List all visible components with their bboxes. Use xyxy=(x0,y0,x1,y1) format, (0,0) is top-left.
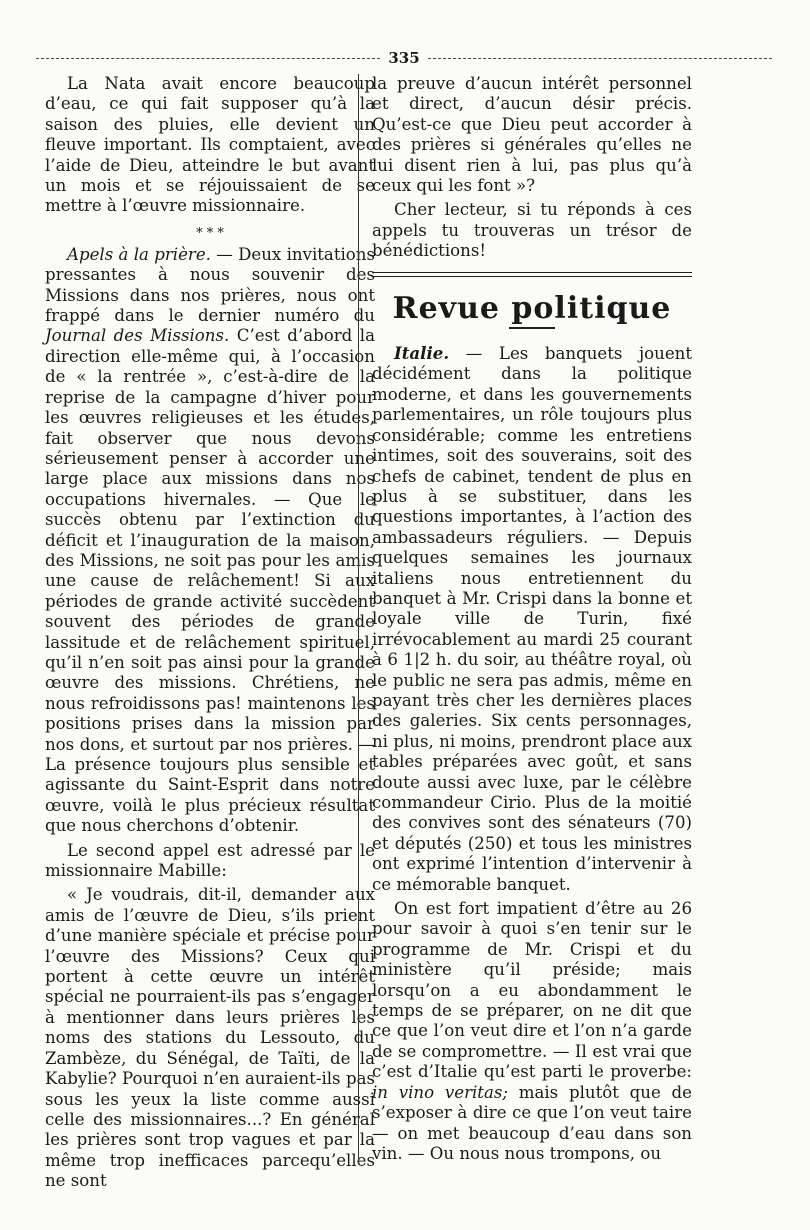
page-header xyxy=(36,48,772,68)
header-rule-left xyxy=(36,58,380,59)
impatient-text-a: On est fort impatient d’être au 26 pour savoir à quoi s’en tenir sur le programme de Mr. Crispi et du ministère qu’il préside; mais lorsqu’on a eu abondamment le temps de se préparer, on ne dit que ce que l’on veut dire et l’on n’a garde de se compromettre. — Il est vrai que c’est d’Italie qu’est parti le proverbe: xyxy=(372,899,692,1082)
paragraph-mabille-quote: « Je voudrais, dit-il, demander aux amis de l’œuvre de Dieu, s’ils prient d’une manière spéciale et précise pour l’œuvre des Missions? Ceux qui portent à cette œuvre un intérêt spécial ne pourraient-ils pas s’engager à mentionner dans leurs prières les noms des stations du Lessouto, du Zambèze, du Sénégal, de Taïti, de la Kabylie? Pourquoi n’en auraient-ils pas sous les yeux la liste comme aussi celle des missionnaires...? En général les prières sont trop vagues et par la même trop inefficaces parcequ’elles ne sont xyxy=(45,885,375,1191)
paragraph-quote-continued: la preuve d’aucun intérêt personnel et direct, d’aucun désir précis. Qu’est-ce que Dieu peut accorder à des prières si générales qu’elles ne lui disent rien à lui, pas plus qu’à ceux qui les font »? xyxy=(372,74,692,196)
paragraph-second-appel: Le second appel est adressé par le missionnaire Mabille: xyxy=(45,840,375,881)
right-column xyxy=(372,74,692,1168)
paragraph-cher-lecteur: Cher lecteur, si tu réponds à ces appels tu trouveras un trésor de bénédictions! xyxy=(372,200,692,261)
paragraph-italie xyxy=(372,343,692,895)
section-title: Revue politique xyxy=(392,290,672,326)
appels-text-b: . C’est d’abord la direction elle-même qui, à l’occasion de « la rentrée », c’est-à-dire de la reprise de la campagne d’hiver pour les œuvres religieuses et les études, fait observer que nous devons sérieusement penser à accorder une large place aux missions dans nos occupations hivernales. — Que le succès obtenu par l’extinction du déficit et l’inauguration de la maison, des Missions, ne soit pas pour les amis une cause de relâchement! Si aux périodes de grande activité succèdent souvent des périodes de grande lassitude et de relâchement spirituel, qu’il n’en soit pas ainsi pour la grande œuvre des missions. Chrétiens, ne nous refroidissons pas! maintenons les positions prises dans la mission par nos dons, et surtout par nos prières. — La présence toujours plus sensible et agissante du Saint-Esprit dans notre œuvre, voilà le plus précieux résultat que nous cherchons d’obtenir. xyxy=(45,326,375,836)
asterism: * * * xyxy=(196,225,224,241)
paragraph-appels xyxy=(45,245,375,837)
paragraph-nata: La Nata avait encore beaucoup d’eau, ce qui fait supposer qu’à la saison des pluies, elle devient un fleuve important. Ils comptaient, avec l’aide de Dieu, atteindre le but avant un mois et se réjouissaient de se mettre à l’œuvre missionnaire. xyxy=(45,74,375,216)
journal-title: Journal des Missions xyxy=(45,326,224,346)
page-number: 335 xyxy=(388,49,420,67)
italie-text: — Les banquets jouent décidément dans la politique moderne, et dans les gouvernements parlementaires, un rôle toujours plus considérable; comme les entretiens intimes, soit des souverains, soit des chefs de cabinet, tendent de plus en plus à se substituer, dans les questions importantes, à l’action des ambassadeurs réguliers. — Depuis quelques semaines les journaux italiens nous entretiennent du banquet à Mr. Crispi dans la bonne et loyale ville de Turin, fixé irrévocablement au mardi 25 courant à 6 1|2 h. du soir, au théâtre royal, où le public ne sera pas admis, même en payant très cher les dernières places des galeries. Six cents personnages, ni plus, ni moins, prendront place aux tables préparées avec goût, et sans doute aussi avec luxe, par le célèbre commandeur Cirio. Plus de la moitié des convives sont des sénateurs (70) et députés (250) et tous les ministres ont exprimé l’intention d’intervenir à ce mémorable banquet. xyxy=(372,344,692,894)
section-separator xyxy=(372,272,692,277)
left-column xyxy=(45,74,375,1196)
italie-lead: Italie. xyxy=(394,343,450,364)
paragraph-impatient xyxy=(372,899,692,1164)
appels-text-a: — Deux invitations pressantes à nous souvenir des Missions dans nos prières, nous ont frappé dans le dernier numéro du xyxy=(45,244,375,326)
header-rule-right xyxy=(428,58,772,59)
title-underline xyxy=(509,327,555,329)
column-divider xyxy=(358,74,359,1164)
impatient-text-b: mais plutôt que de s’exposer à dire ce que l’on veut taire — on met beaucoup d’eau dans son vin. — Ou nous nous trompons, ou xyxy=(372,1082,692,1163)
latin-proverb: in vino veritas; xyxy=(372,1082,508,1102)
appels-lead: Apels à la prière. xyxy=(67,244,211,264)
